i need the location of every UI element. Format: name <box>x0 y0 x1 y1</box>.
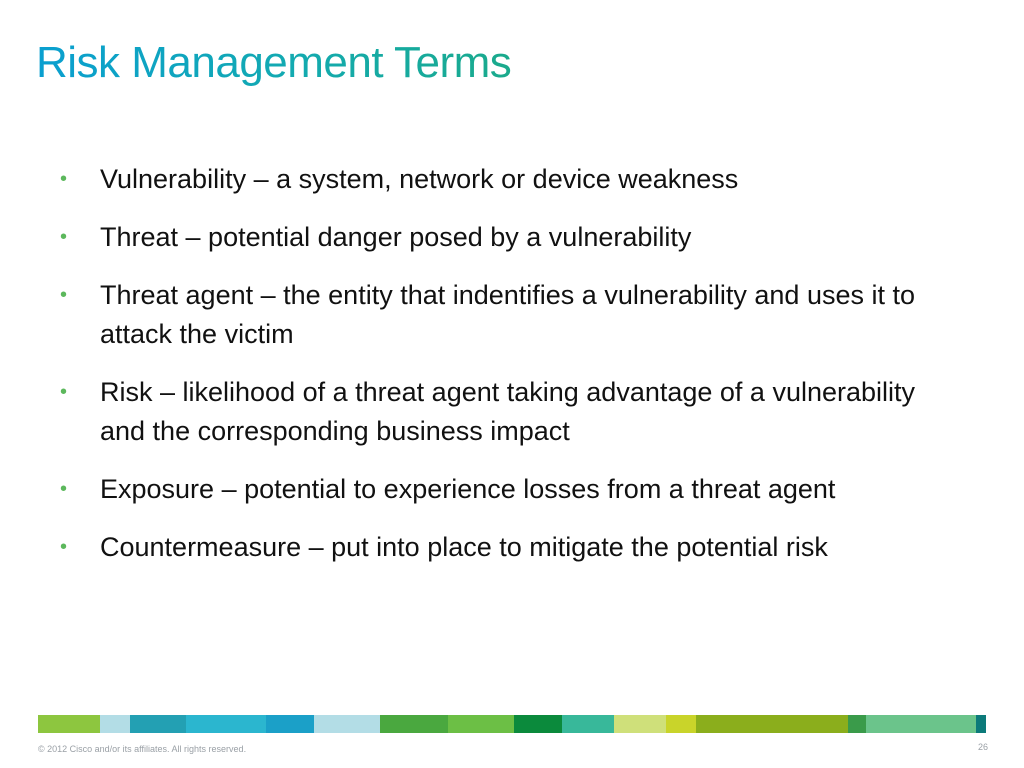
strip-segment <box>100 715 130 733</box>
strip-segment <box>266 715 314 733</box>
bullet-text: Countermeasure – put into place to mitigate the potential risk <box>100 532 828 562</box>
strip-segment <box>848 715 866 733</box>
strip-segment <box>666 715 696 733</box>
strip-segment <box>562 715 614 733</box>
strip-segment <box>866 715 976 733</box>
bullet-item <box>58 160 940 199</box>
bullet-item <box>58 373 940 451</box>
bullet-item <box>58 218 940 257</box>
bullet-list <box>58 160 958 586</box>
bullet-dot-icon: • <box>60 478 68 500</box>
bullet-item <box>58 276 940 354</box>
strip-segment <box>314 715 380 733</box>
bullet-text: Exposure – potential to experience losses from a threat agent <box>100 474 836 504</box>
strip-segment <box>380 715 448 733</box>
bullet-dot-icon: • <box>60 226 68 248</box>
bullet-text: Threat agent – the entity that indentifies a vulnerability and uses it to attack the victim <box>100 280 915 349</box>
strip-segment <box>38 715 100 733</box>
strip-segment <box>186 715 266 733</box>
strip-segment <box>514 715 562 733</box>
bullet-text: Risk – likelihood of a threat agent taking advantage of a vulnerability and the corresponding business impact <box>100 377 916 446</box>
bullet-dot-icon: • <box>60 536 68 558</box>
strip-segment <box>130 715 186 733</box>
strip-segment <box>614 715 666 733</box>
page-number: 26 <box>977 742 988 752</box>
bullet-item <box>58 470 940 509</box>
footer-color-strip <box>38 715 986 733</box>
copyright-notice: © 2012 Cisco and/or its affiliates. All rights reserved. <box>38 744 247 754</box>
strip-segment <box>448 715 514 733</box>
bullet-dot-icon: • <box>60 284 68 306</box>
strip-segment <box>696 715 848 733</box>
bullet-text: Vulnerability – a system, network or device weakness <box>100 164 739 194</box>
bullet-text: Threat – potential danger posed by a vulnerability <box>100 222 692 252</box>
bullet-dot-icon: • <box>60 381 68 403</box>
bullet-dot-icon: • <box>60 168 68 190</box>
slide-title: Risk Management Terms <box>36 38 512 87</box>
strip-segment <box>976 715 986 733</box>
bullet-item <box>58 528 940 567</box>
